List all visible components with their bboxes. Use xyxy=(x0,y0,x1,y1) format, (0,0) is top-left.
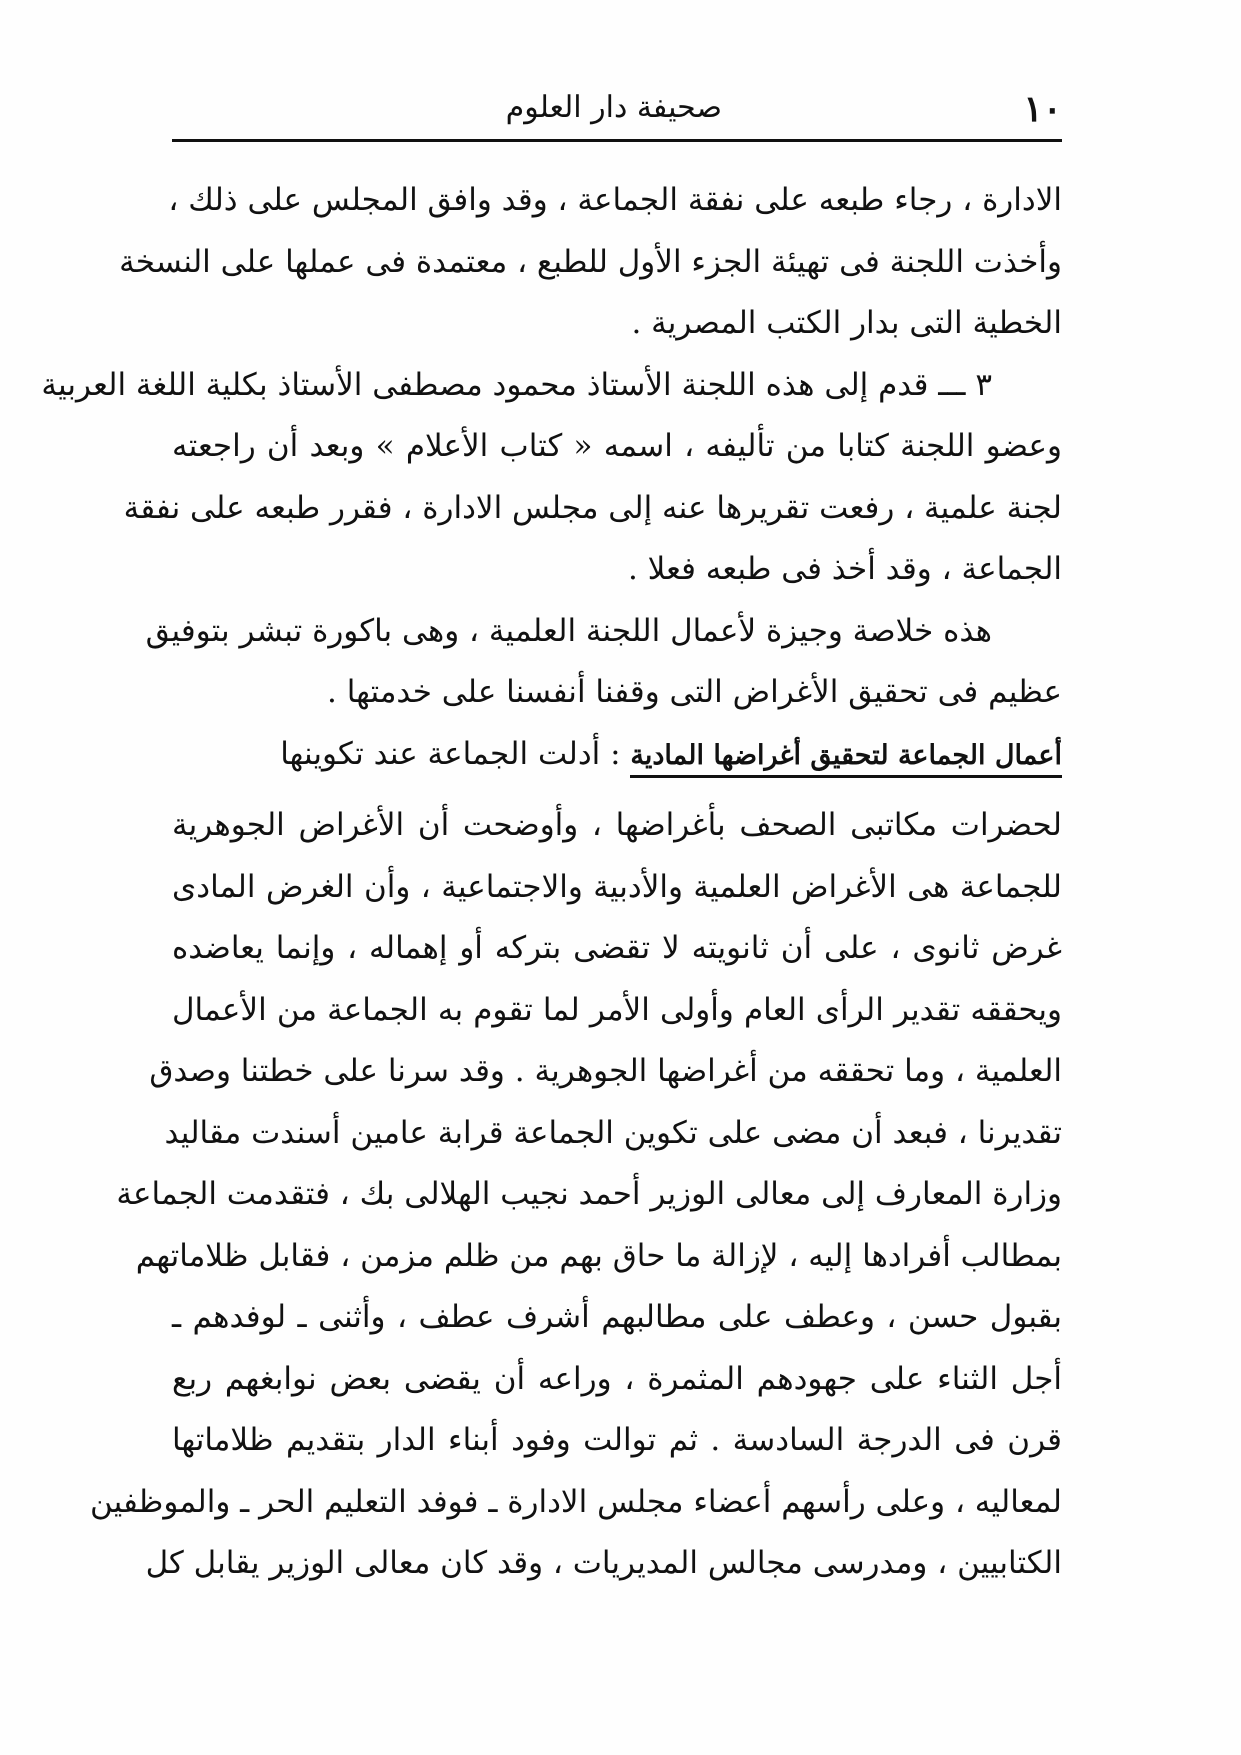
page-header xyxy=(172,88,1062,138)
paragraph-3 xyxy=(145,601,1062,724)
text-line: أجل الثناء على جهودهم المثمرة ، وراعه أن يقضى بعض نوابغهم ربع xyxy=(172,1360,1062,1397)
text-line: قرن فى الدرجة السادسة . ثم توالت وفود أبناء الدار بتقديم ظلاماتها xyxy=(172,1422,1062,1458)
text-line: وزارة المعارف إلى معالى الوزير أحمد نجيب الهلالى بك ، فتقدمت الجماعة xyxy=(116,1176,1062,1212)
body-text xyxy=(41,170,1062,1595)
side-heading: أعمال الجماعة لتحقيق أغراضها المادية xyxy=(630,740,1062,778)
text-line: الجماعة ، وقد أخذ فى طبعه فعلا . xyxy=(627,551,1062,587)
text-line: وأخذت اللجنة فى تهيئة الجزء الأول للطبع ، معتمدة فى عملها على النسخة xyxy=(119,243,1062,280)
header-rule xyxy=(172,139,1062,142)
text-line: العلمية ، وما تحققه من أغراضها الجوهرية . وقد سرنا على خطتنا وصدق xyxy=(149,1053,1062,1089)
text-line: الخطية التى بدار الكتب المصرية . xyxy=(631,305,1062,341)
paragraph-2 xyxy=(41,355,1062,601)
running-title: صحيفة دار العلوم xyxy=(505,90,722,125)
text-line: للجماعة هى الأغراض العلمية والأدبية والاجتماعية ، وأن الغرض المادى xyxy=(172,868,1062,905)
page-number: ١٠ xyxy=(1023,88,1062,130)
spacer xyxy=(172,785,1062,795)
text-line: بقبول حسن ، وعطف على مطالبهم أشرف عطف ، وأثنى ـ لوفدهم ـ xyxy=(172,1299,1062,1335)
text-line: الادارة ، رجاء طبعه على نفقة الجماعة ، وقد وافق المجلس على ذلك ، xyxy=(168,182,1062,218)
text-line: وعضو اللجنة كتابا من تأليفه ، اسمه « كتاب الأعلام » وبعد أن راجعته xyxy=(172,428,1062,464)
text-line: ويحققه تقدير الرأى العام وأولى الأمر لما تقوم به الجماعة من الأعمال xyxy=(172,991,1062,1028)
paragraph-1 xyxy=(119,170,1062,355)
text-line: غرض ثانوى ، على أن ثانويته لا تقضى بتركه أو إهماله ، وإنما يعاضده xyxy=(172,930,1062,966)
text-line: ٣ ـــ قدم إلى هذه اللجنة الأستاذ محمود مصطفى الأستاذ بكلية اللغة العربية xyxy=(41,366,992,403)
section-heading-line xyxy=(172,724,1062,786)
text-line: بمطالب أفرادها إليه ، لإزالة ما حاق بهم من ظلم مزمن ، فقابل ظلاماتهم xyxy=(135,1237,1062,1274)
text-line: هذه خلاصة وجيزة لأعمال اللجنة العلمية ، وهى باكورة تبشر بتوفيق xyxy=(145,612,992,649)
text-line: الكتابيين ، ومدرسى مجالس المديريات ، وقد كان معالى الوزير يقابل كل xyxy=(145,1545,1062,1581)
heading-line-text: : أدلت الجماعة عند تكوينها xyxy=(280,735,621,772)
section-material-goals xyxy=(90,724,1062,1595)
text-line: لمعاليه ، وعلى رأسهم أعضاء مجلس الادارة ـ فوفد التعليم الحر ـ والموظفين xyxy=(90,1483,1062,1520)
text-line: لحضرات مكاتبى الصحف بأغراضها ، وأوضحت أن الأغراض الجوهرية xyxy=(172,807,1062,843)
text-line: لجنة علمية ، رفعت تقريرها عنه إلى مجلس الادارة ، فقرر طبعه على نفقة xyxy=(123,489,1062,526)
text-line: عظيم فى تحقيق الأغراض التى وقفنا أنفسنا على خدمتها . xyxy=(327,674,1062,710)
text-line: تقديرنا ، فبعد أن مضى على تكوين الجماعة قرابة عامين أسندت مقاليد xyxy=(164,1114,1062,1151)
